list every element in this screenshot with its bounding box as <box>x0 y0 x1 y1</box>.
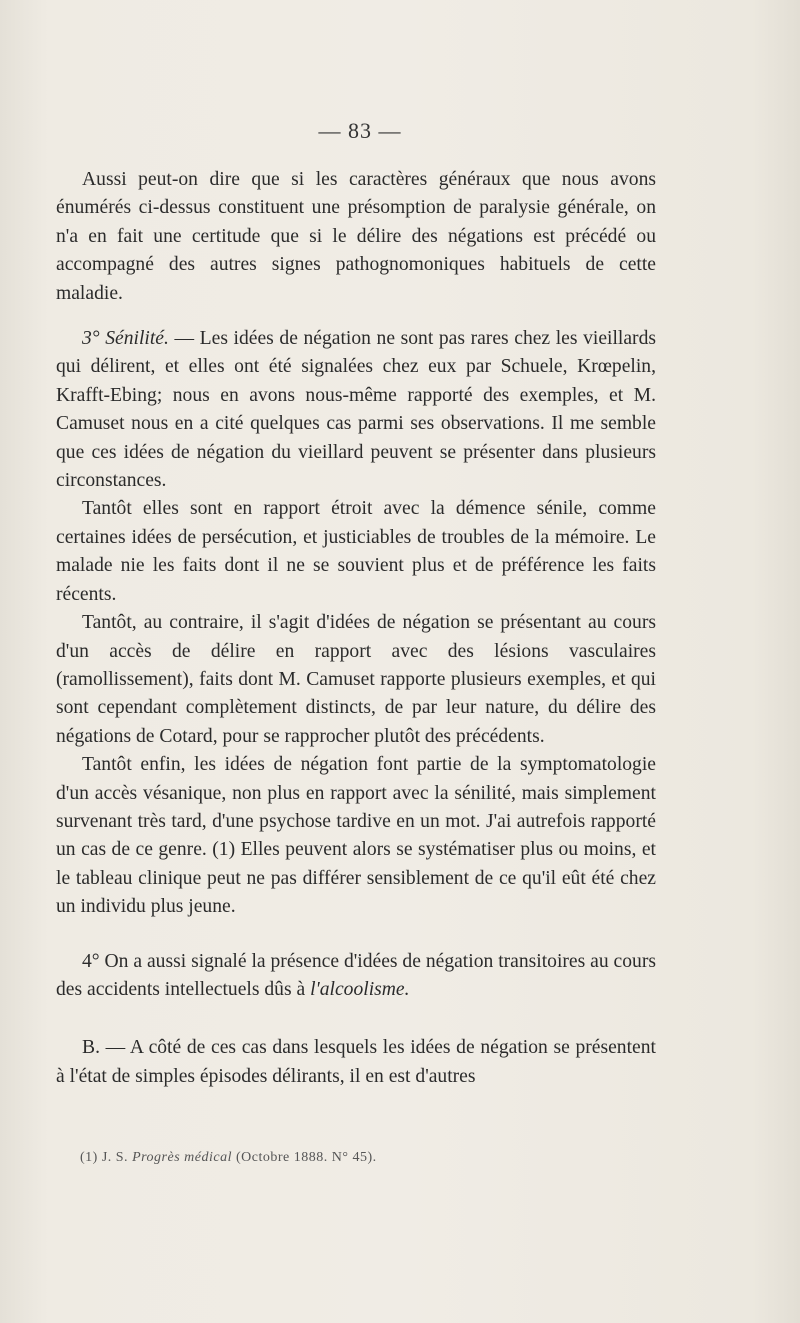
paragraph-senilite <box>56 325 656 495</box>
footnote-suffix: (Octobre 1888. N° 45). <box>231 1150 377 1165</box>
page-number: — 83 — <box>318 118 402 143</box>
paragraph-alcoolisme <box>56 948 656 1005</box>
term-alcoolisme: l'alcoolisme. <box>310 978 410 1000</box>
paragraph-senilite-text: — Les idées de négation ne sont pas rares chez les vieillards qui délirent, et elles ont été signalées chez eux par Schuele, Krœpelin, Krafft-Ebing; nous en avons nous-même rapporté des exemples, et M. Camuset nous en a cité quelques cas parmi ses observations. Il me semble que ces idées de négation du vieillard peuvent se présenter dans plusieurs circonstances. <box>56 328 656 492</box>
body-text <box>56 166 656 1091</box>
footnote-prefix: (1) J. S. <box>80 1150 133 1165</box>
paragraph-demence-senile: Tantôt elles sont en rapport étroit avec la démence sénile, comme certaines idées de persécution, et justiciables de troubles de la mémoire. Le malade nie les faits dont il ne se souvient plus et de préférence les faits récents. <box>56 498 656 605</box>
paragraph-conclusion-paralysie: Aussi peut-on dire que si les caractères généraux que nous avons énumérés ci-dessus constituent une présomption de paralysie générale, on n'a en fait une certitude que si le délire des négations est précédé ou accompagné des autres signes pathognomoniques habituels de cette maladie. <box>56 169 656 304</box>
paragraph-section-b: B. — A côté de ces cas dans lesquels les idées de négation se présentent à l'état de simples épisodes délirants, il en est d'autres <box>56 1037 656 1087</box>
section-heading-senilite: 3° Sénilité. <box>82 328 169 350</box>
footnote <box>80 1150 680 1166</box>
paragraph-alcoolisme-text: 4° On a aussi signalé la présence d'idées de négation transitoires au cours des accidents intellectuels dûs à <box>56 950 656 1000</box>
paragraph-acces-vesanique: Tantôt enfin, les idées de négation font partie de la symptomatologie d'un accès vésanique, non plus en rapport avec la sénilité, mais simplement survenant très tard, d'une psychose tardive en un mot. J'ai autrefois rapporté un cas de ce genre. (1) Elles peuvent alors se systématiser plus ou moins, et le tableau clinique peut ne pas différer sensiblement de ce qu'il eût été chez un individu plus jeune. <box>56 754 656 918</box>
paragraph-lesions-vasculaires: Tantôt, au contraire, il s'agit d'idées de négation se présentant au cours d'un accès de délire en rapport avec des lésions vasculaires (ramollissement), faits dont M. Camuset rapporte plusieurs exemples, et qui sont cependant complètement distincts, de par leur nature, du délire des négations de Cotard, pour se rapprocher plutôt des précédents. <box>56 612 656 747</box>
footnote-journal: Progrès médical <box>132 1150 232 1165</box>
